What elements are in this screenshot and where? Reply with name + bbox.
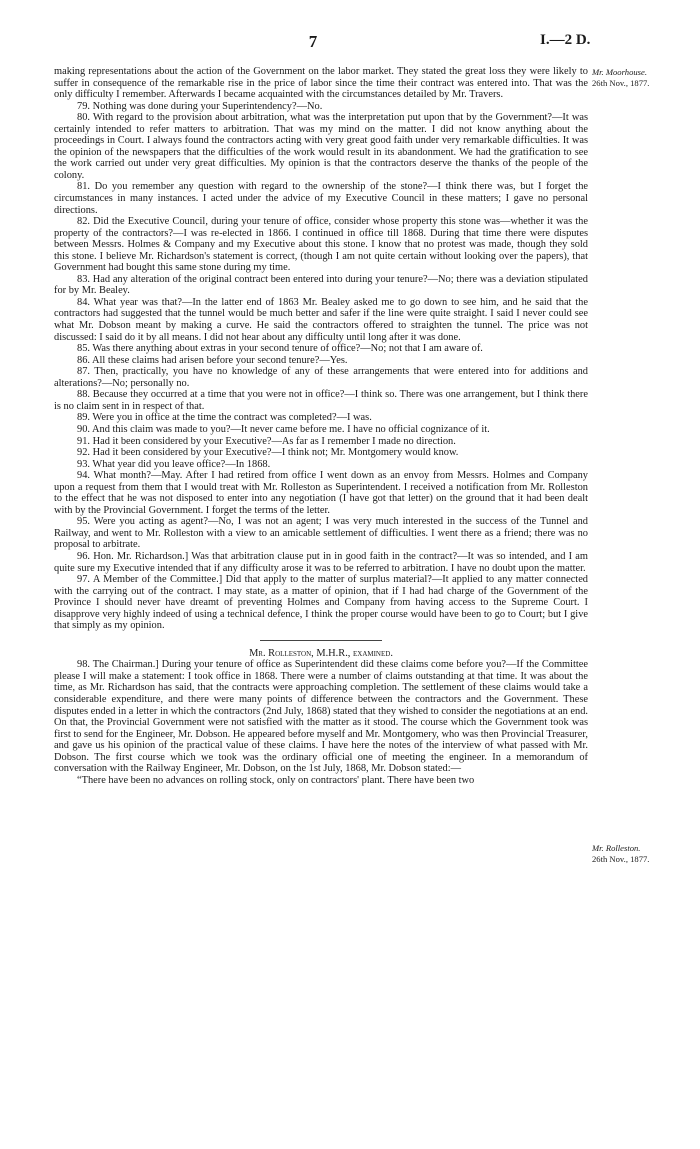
sidenote-date: 26th Nov., 1877. [592,854,650,864]
paragraph: 82. Did the Executive Council, during your tenure of office, consider whose property this stone was—whether it was the property of the contractors?—I was re-elected in 1866. I continued in office till 1868. During that time there were disputes between Messrs. Holmes & Company and my Executive about this stone. I know that no protest was made, though they sold this stone. I believe Mr. Richardson's statement is correct, (though I am not quite certain without looking over the papers), that Government had bought this same stone during my time. [54,216,588,274]
paragraph: 94. What month?—May. After I had retired from office I went down as an envoy from Messrs. Holmes and Company upon a request from them that I would treat with Mr. Rolleston as Superintendent. I received a notification from Mr. Rolleston to the effect that he was not disposed to enter into any negotiation (I have got that letter) on the ground that it had been dealt with by the Provincial Government. I forget the terms of the letter. [54,470,588,516]
paragraph: 80. With regard to the provision about arbitration, what was the interpretation put upon that by the Government?—It was certainly intended to refer matters to arbitration. That was my mind on the matter. I did not know anything about the proceedings in Court. I always found the contractors acting with very great good faith under very remarkable difficulties. It was the opinion of the newspapers that the difficulties of the work would result in its abandonment. We had the gratification to see the work carried out under very great difficulties. My opinion is that the contractors deserve the thanks of the people of the colony. [54,112,588,181]
paragraph: 81. Do you remember any question with regard to the ownership of the stone?—I think there was, but I forget the circumstances in many instances. I acted under the advice of my Executive Council in these matters; I gave no personal directions. [54,181,588,216]
paragraph: 89. Were you in office at the time the contract was completed?—I was. [77,412,372,424]
paragraph: “There have been no advances on rolling stock, only on contractors' plant. There have been two [77,774,475,786]
paragraph: 83. Had any alteration of the original contract been entered into during your tenure?—No; there was a deviation stipulated for by Mr. Bealey. [54,273,588,297]
paragraph: 96. Hon. Mr. Richardson.] Was that arbitration clause put in in good faith in the contract?—It was so intended, and I am quite sure my Executive intended that if any difficulty arose it was to be referred to arbitration. I have no doubt upon the matter. [54,550,588,574]
page-number: 7 [308,32,318,51]
paragraph: 86. All these claims had arisen before your second tenure?—Yes. [77,354,348,366]
section-heading: Mr. Rolleston, M.H.R., examined. [249,647,393,659]
paragraph: 88. Because they occurred at a time that you were not in office?—I think so. There was one arrangement, but I think there is no claim sent in in respect of that. [54,389,588,412]
sidenote-date: 26th Nov., 1877. [592,78,650,88]
paragraph: 79. Nothing was done during your Superintendency?—No. [77,100,323,112]
paragraph: 97. A Member of the Committee.] Did that apply to the matter of surplus material?—It applied to any matter connected with the carrying out of the contract. I may state, as a matter of opinion, that if I had had charge of the Government of the Province I should never have dreamt of preventing Holmes and Company from having access to the Supreme Court. I disapprove very highly indeed of using a technical defence, I think the proper course would have been to go to Court; but I give that simply as my opinion. [54,574,588,632]
section-divider [260,640,382,641]
paragraph: 91. Had it been considered by your Executive?—As far as I remember I made no direction. [77,435,456,447]
paragraph: 90. And this claim was made to you?—It never came before me. I have no official cognizance of it. [77,423,490,435]
paper-reference: I.—2 D. [540,32,591,48]
paragraph: making representations about the action of the Government on the labor market. They stated the great loss they were likely to suffer in consequence of the remarkable rise in the price of labor since the time their contract was entered into. That was the only difficulty I remember. Afterwards I became acquainted with the circumstances detailed by Mr. Travers. [54,66,588,101]
paragraph: 92. Had it been considered by your Executive?—I think not; Mr. Montgomery would know. [77,447,459,459]
sidenote-name: Mr. Rolleston. [592,843,641,853]
paragraph: 95. Were you acting as agent?—No, I was not an agent; I was very much interested in the success of the Tunnel and Railway, and went to Mr. Rolleston with a view to an amicable settlement of difficulties. I went there as a friend; there was no proposal to arbitrate. [54,516,588,551]
sidenote-name: Mr. Moorhouse. [592,67,647,77]
paragraph: 87. Then, practically, you have no knowledge of any of these arrangements that were entered into for additions and alterations?—No; personally no. [54,366,588,389]
paragraph: 85. Was there anything about extras in your second tenure of office?—No; not that I am aware of. [77,343,483,355]
document-body [54,66,588,786]
paragraph: 98. The Chairman.] During your tenure of office as Superintendent did these claims come before you?—If the Committee please I will make a statement: I took office in 1868. There were a number of claims outstanding at that time. It was about the time, as Mr. Richardson has said, that the contracts were approaching completion. The settlement of these claims would take a considerable expenditure, and there were many points of difference between the contractors and the Government. These disputes ended in a letter in which the contractors (2nd July, 1868) stated that they wished to consider the negotiations at an end. On that, the Provincial Government were not satisfied with the matter as it stood. The course which the Government took was first to send for the Engineer, Mr. Dobson. He appeared before myself and Mr. Montgomery, who was then Provincial Treasurer, and gave us his opinion of the practical value of these claims. I have here the notes of the interview of what passed with Mr. Dobson. The first course which we took was the ordinary official one of meeting the engineer. In a memorandum of conversation with the Railway Engineer, Mr. Dobson, on the 1st July, 1868, Mr. Dobson stated:— [54,659,588,775]
paragraph: 93. What year did you leave office?—In 1868. [77,458,271,470]
paragraph: 84. What year was that?—In the latter end of 1863 Mr. Bealey asked me to go down to see him, and he said that the contractors had suggested that the tunnel would be much better and safer if the line were quite straight. I said I never could see what Mr. Dobson meant by making a curve. He said the contractors offered to straighten the tunnel. The price was not discussed: I said do it by all means. I did not hear about any difficulty until long after it was done. [54,296,588,343]
sidenote-moorhouse [592,67,688,89]
sidenote-rolleston [592,843,688,865]
